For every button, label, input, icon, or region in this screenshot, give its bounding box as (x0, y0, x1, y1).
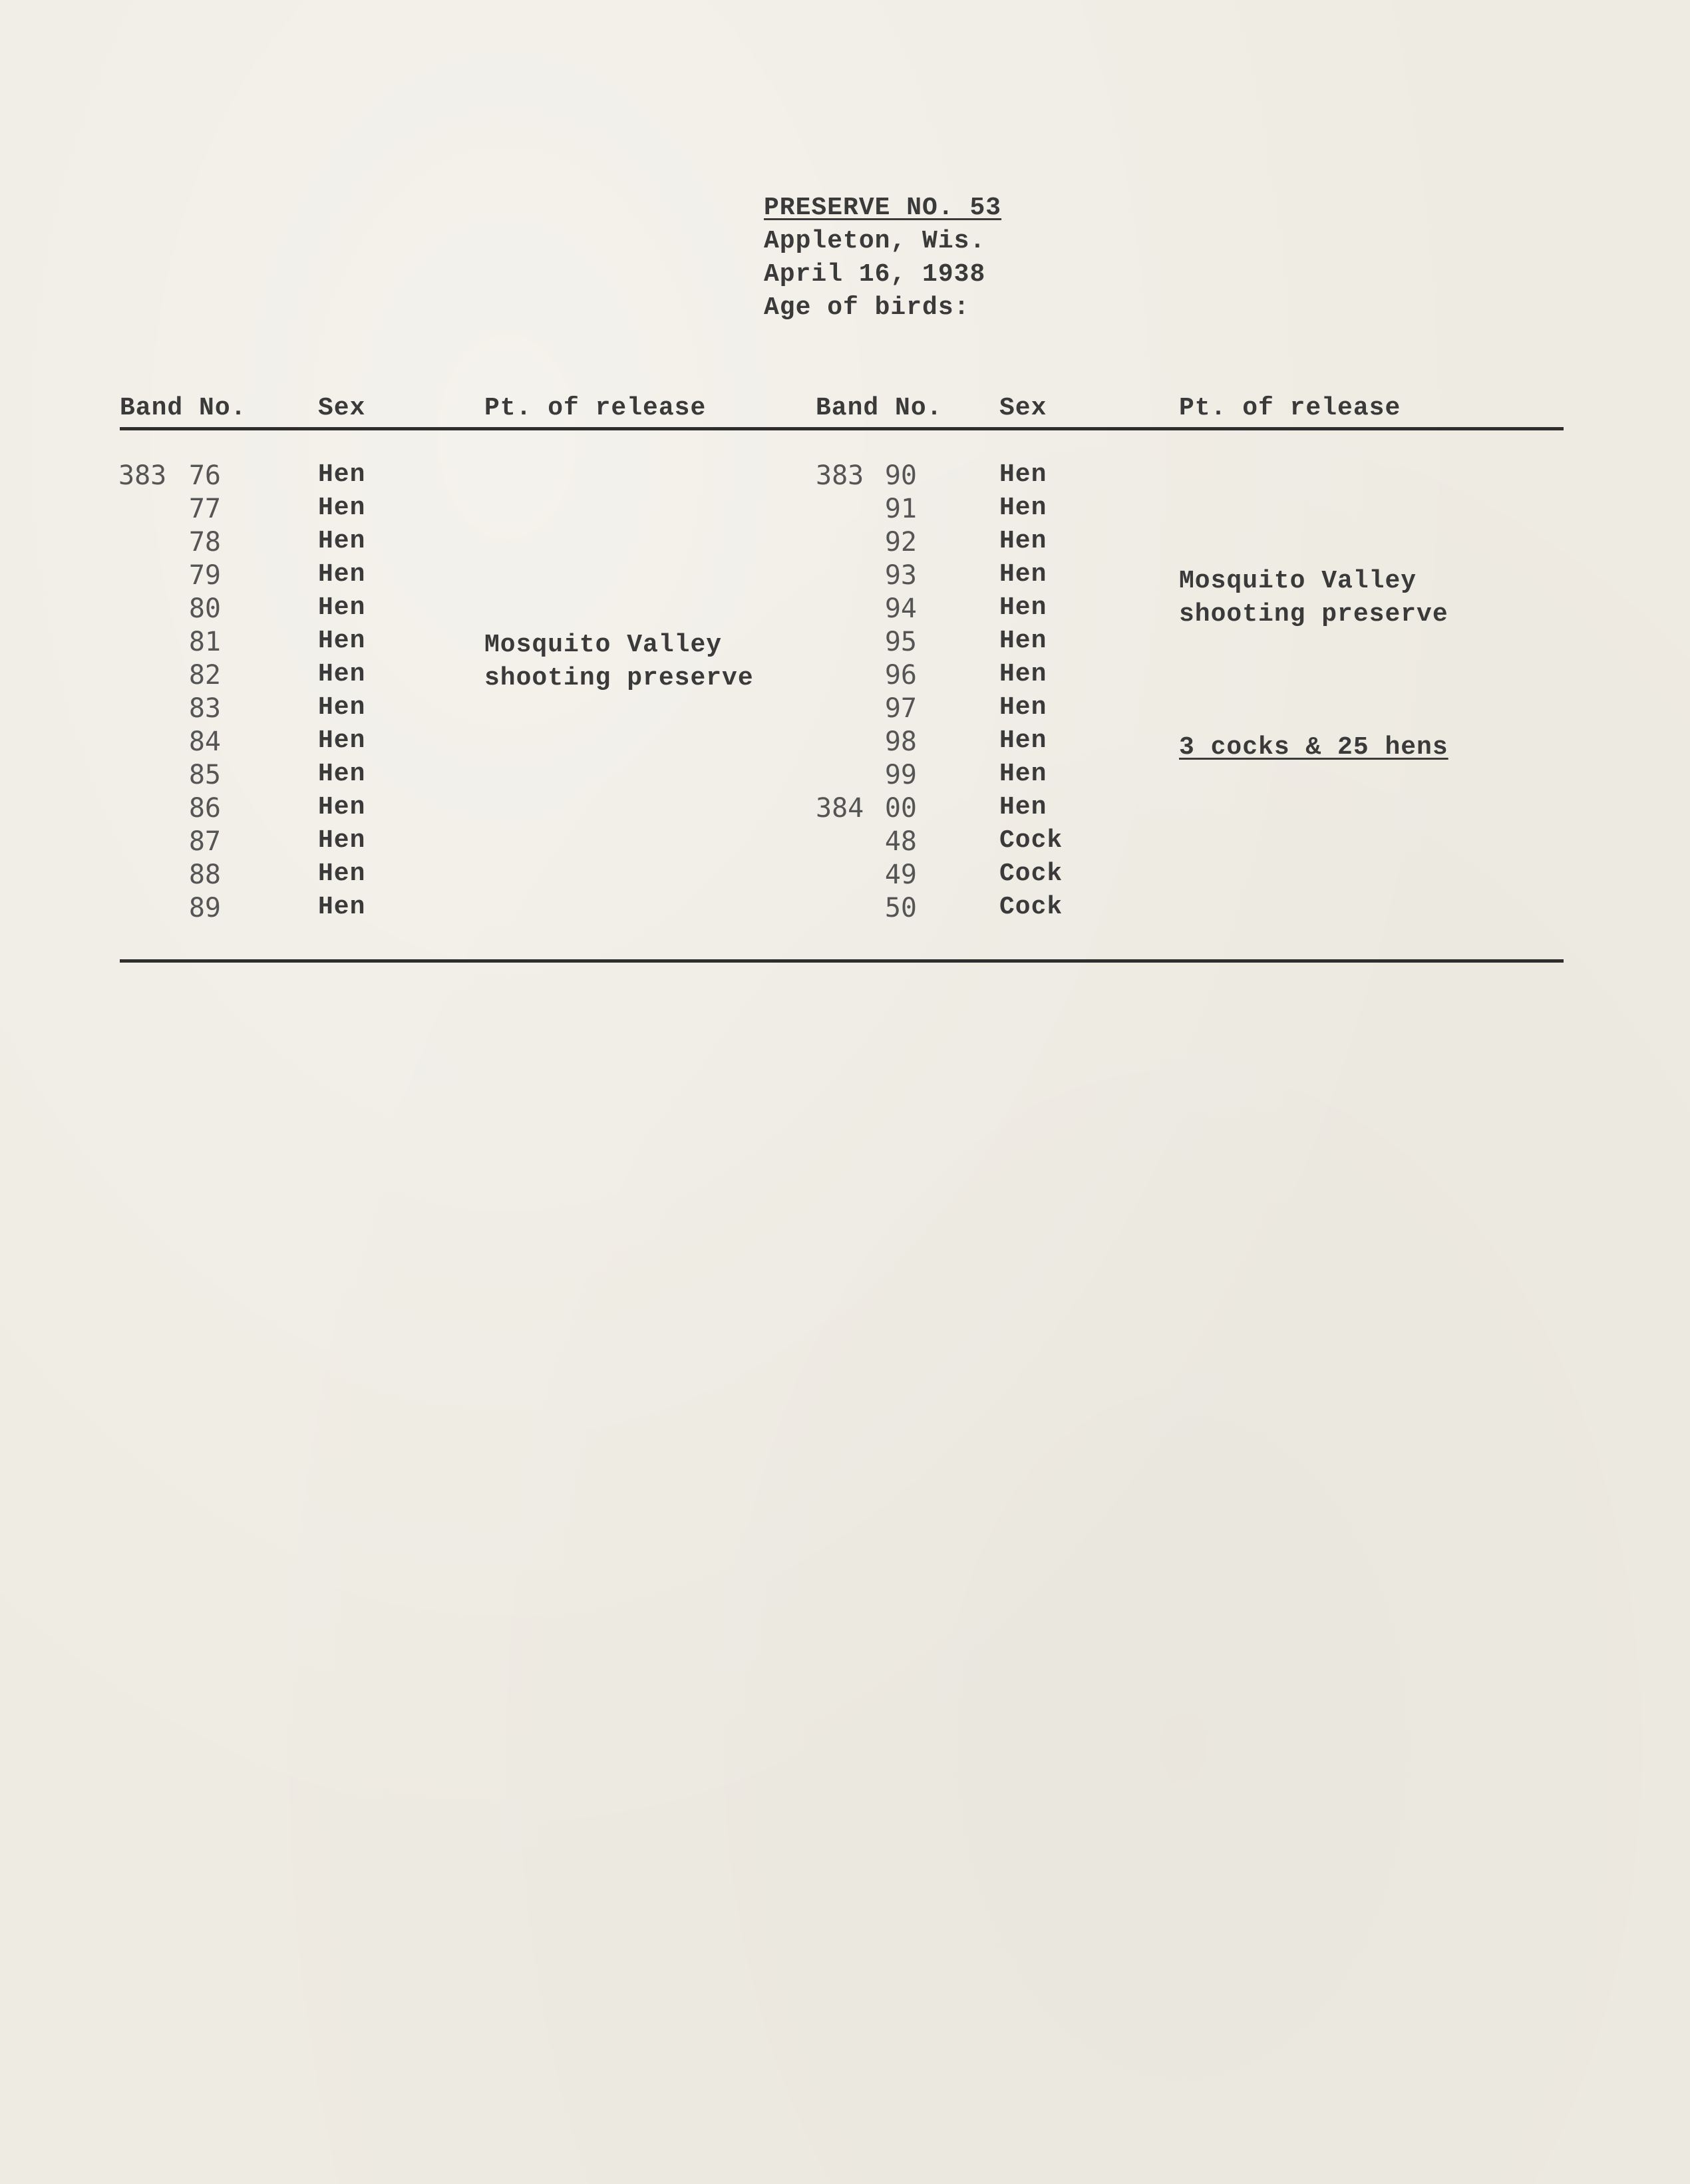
left-band-number: 81 (188, 627, 221, 657)
table-row (0, 527, 1690, 560)
right-release-line-2: shooting preserve (1179, 600, 1448, 629)
table-row (0, 793, 1690, 826)
right-release-line-1: Mosquito Valley (1179, 567, 1417, 595)
table-row (0, 627, 1690, 660)
location-line: Appleton, Wis. (764, 227, 986, 255)
table-row (0, 494, 1690, 527)
right-band-number: 50 (884, 893, 917, 923)
left-band-number: 89 (188, 893, 221, 923)
right-sex-value: Cock (999, 893, 1063, 921)
header-rule (120, 427, 1564, 430)
right-sex-value: Hen (999, 693, 1047, 722)
right-band-number: 96 (884, 660, 917, 691)
left-sex-value: Hen (318, 693, 366, 722)
right-band-number: 94 (884, 593, 917, 624)
left-band-number: 80 (188, 593, 221, 624)
left-sex-value: Hen (318, 726, 366, 755)
right-sex-value: Cock (999, 859, 1063, 888)
left-release-header: Pt. of release (484, 394, 707, 422)
left-band-header: Band No. (120, 394, 247, 422)
left-band-number: 79 (188, 560, 221, 591)
right-sex-value: Hen (999, 560, 1047, 589)
left-band-number: 82 (188, 660, 221, 691)
right-sex-value: Hen (999, 660, 1047, 689)
table-row (0, 660, 1690, 693)
right-release-header: Pt. of release (1179, 394, 1401, 422)
table-row (0, 760, 1690, 793)
left-band-number: 87 (188, 826, 221, 857)
right-sex-value: Cock (999, 826, 1063, 855)
left-sex-value: Hen (318, 527, 366, 555)
right-sex-value: Hen (999, 627, 1047, 655)
right-band-number: 91 (884, 494, 917, 524)
left-sex-header: Sex (318, 394, 366, 422)
right-band-number: 92 (884, 527, 917, 557)
document-header (764, 192, 1001, 325)
table-row (0, 893, 1690, 926)
left-band-number: 88 (188, 859, 221, 890)
right-sex-value: Hen (999, 494, 1047, 522)
age-line: Age of birds: (764, 293, 970, 322)
bird-count-summary: 3 cocks & 25 hens (1179, 733, 1448, 762)
left-sex-value: Hen (318, 494, 366, 522)
left-sex-value: Hen (318, 826, 366, 855)
right-band-number: 95 (884, 627, 917, 657)
table-row (0, 560, 1690, 593)
preserve-title: PRESERVE NO. 53 (764, 194, 1002, 222)
left-sex-value: Hen (318, 460, 366, 489)
left-sex-value: Hen (318, 893, 366, 921)
left-release-line-2: shooting preserve (484, 664, 754, 693)
table-row (0, 859, 1690, 893)
left-band-number: 86 (188, 793, 221, 824)
table-row (0, 826, 1690, 859)
left-sex-value: Hen (318, 760, 366, 788)
left-sex-value: Hen (318, 560, 366, 589)
table-row (0, 460, 1690, 494)
left-sex-value: Hen (318, 859, 366, 888)
right-sex-value: Hen (999, 527, 1047, 555)
left-sex-value: Hen (318, 593, 366, 622)
left-sex-value: Hen (318, 793, 366, 822)
right-band-number: 48 (884, 826, 917, 857)
right-band-number: 93 (884, 560, 917, 591)
left-band-prefix: 383 (118, 460, 167, 491)
table-row (0, 693, 1690, 726)
left-release-line-1: Mosquito Valley (484, 631, 723, 659)
left-sex-value: Hen (318, 627, 366, 655)
left-band-number: 78 (188, 527, 221, 557)
left-band-number: 84 (188, 726, 221, 757)
right-sex-header: Sex (999, 394, 1047, 422)
right-band-header: Band No. (816, 394, 943, 422)
right-band-number: 99 (884, 760, 917, 790)
right-band-number: 00 (884, 793, 917, 824)
right-sex-value: Hen (999, 726, 1047, 755)
left-band-number: 77 (188, 494, 221, 524)
left-band-number: 83 (188, 693, 221, 724)
date-line: April 16, 1938 (764, 260, 986, 289)
right-sex-value: Hen (999, 460, 1047, 489)
right-band-prefix: 384 (816, 793, 864, 824)
right-band-number: 49 (884, 859, 917, 890)
left-band-number: 85 (188, 760, 221, 790)
left-band-number: 76 (188, 460, 221, 491)
right-sex-value: Hen (999, 793, 1047, 822)
right-sex-value: Hen (999, 593, 1047, 622)
footer-rule (120, 959, 1564, 963)
right-band-prefix: 383 (816, 460, 864, 491)
right-band-number: 98 (884, 726, 917, 757)
right-band-number: 90 (884, 460, 917, 491)
right-band-number: 97 (884, 693, 917, 724)
left-sex-value: Hen (318, 660, 366, 689)
right-sex-value: Hen (999, 760, 1047, 788)
